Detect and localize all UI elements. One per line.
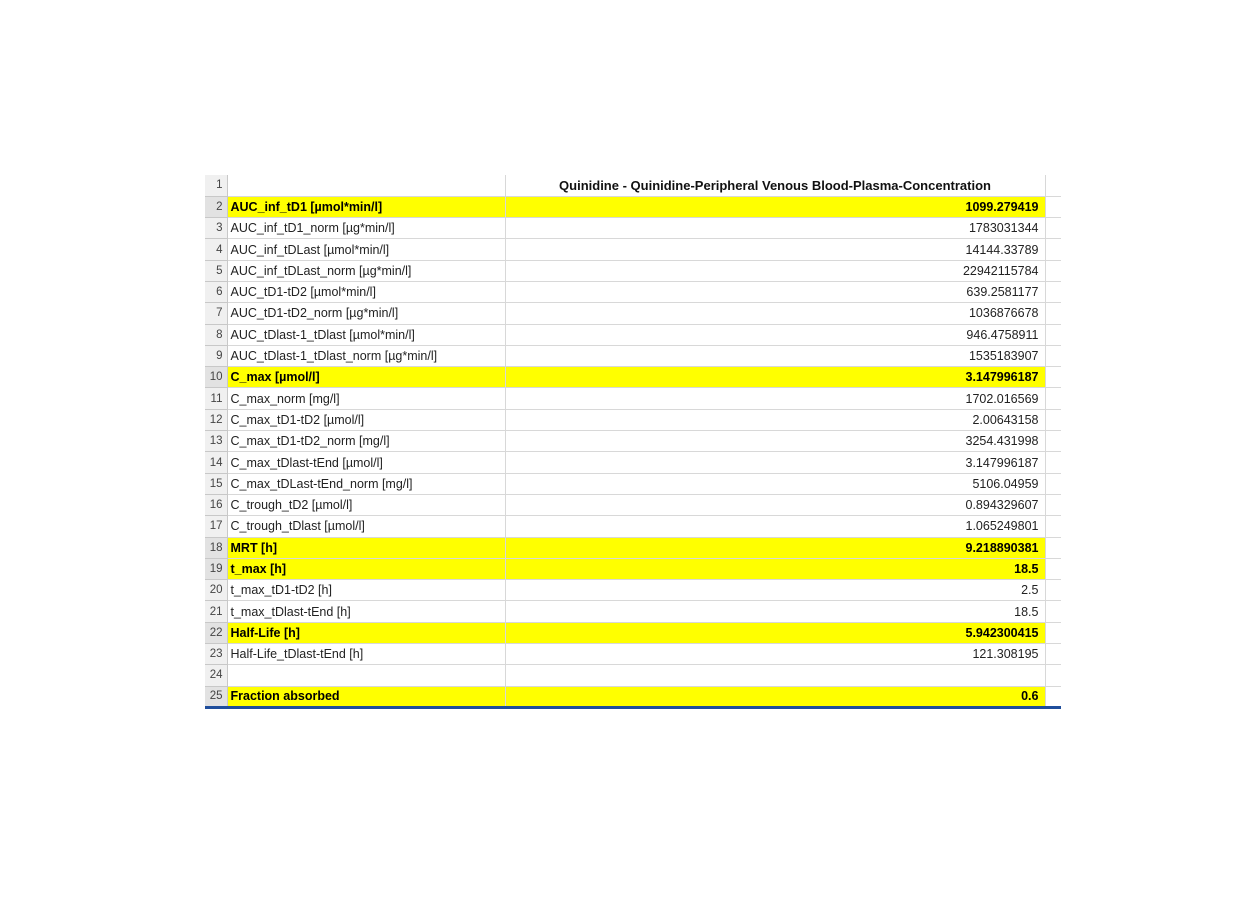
empty-cell[interactable] [1045,239,1061,260]
parameter-name-cell[interactable]: C_max_tD1-tD2_norm [mg/l] [227,431,505,452]
parameter-name-cell[interactable]: Half-Life [h] [227,622,505,643]
table-row[interactable] [205,580,1061,601]
row-header[interactable]: 5 [205,260,227,281]
table-row[interactable] [205,324,1061,345]
table-row[interactable] [205,281,1061,302]
row-header[interactable]: 19 [205,558,227,579]
empty-cell[interactable] [1045,601,1061,622]
parameter-value-cell[interactable]: 5.942300415 [505,622,1045,643]
table-row[interactable] [205,175,1061,196]
parameter-value-cell[interactable]: 639.2581177 [505,281,1045,302]
parameter-name-cell[interactable]: C_max_tDLast-tEnd_norm [mg/l] [227,473,505,494]
row-header[interactable]: 24 [205,665,227,686]
parameter-name-cell[interactable]: AUC_tDlast-1_tDlast [µmol*min/l] [227,324,505,345]
parameter-name-cell[interactable]: AUC_inf_tDLast_norm [µg*min/l] [227,260,505,281]
empty-cell[interactable] [1045,686,1061,707]
parameter-value-cell[interactable]: 1783031344 [505,218,1045,239]
row-header[interactable]: 14 [205,452,227,473]
parameter-value-cell[interactable]: 1099.279419 [505,196,1045,217]
table-row[interactable] [205,494,1061,515]
empty-cell[interactable] [1045,345,1061,366]
table-row[interactable] [205,644,1061,665]
parameter-name-cell[interactable]: MRT [h] [227,537,505,558]
parameter-value-cell[interactable]: 14144.33789 [505,239,1045,260]
table-row[interactable] [205,473,1061,494]
parameter-value-cell[interactable]: 0.6 [505,686,1045,707]
empty-cell[interactable] [1045,303,1061,324]
table-row[interactable] [205,516,1061,537]
empty-cell[interactable] [1045,580,1061,601]
empty-cell[interactable] [1045,260,1061,281]
row-header[interactable]: 4 [205,239,227,260]
parameter-value-cell[interactable]: 1702.016569 [505,388,1045,409]
parameter-name-cell[interactable]: C_max_tDlast-tEnd [µmol/l] [227,452,505,473]
empty-cell[interactable] [1045,218,1061,239]
table-row[interactable] [205,665,1061,686]
row-header[interactable]: 12 [205,409,227,430]
row-header[interactable]: 22 [205,622,227,643]
table-row[interactable] [205,367,1061,388]
row-header[interactable]: 11 [205,388,227,409]
table-row[interactable] [205,452,1061,473]
table-row[interactable] [205,601,1061,622]
table-row[interactable] [205,303,1061,324]
table-row[interactable] [205,558,1061,579]
parameter-value-cell[interactable] [505,665,1045,686]
row-header[interactable]: 21 [205,601,227,622]
parameter-name-cell[interactable]: Fraction absorbed [227,686,505,707]
empty-cell[interactable] [1045,281,1061,302]
parameter-value-cell[interactable]: 121.308195 [505,644,1045,665]
parameter-name-cell[interactable]: AUC_tDlast-1_tDlast_norm [µg*min/l] [227,345,505,366]
parameter-name-cell[interactable]: C_trough_tD2 [µmol/l] [227,494,505,515]
parameter-name-cell[interactable] [227,175,505,196]
empty-cell[interactable] [1045,558,1061,579]
table-row[interactable] [205,622,1061,643]
empty-cell[interactable] [1045,622,1061,643]
parameter-name-cell[interactable]: t_max [h] [227,558,505,579]
spreadsheet-container [205,175,1061,709]
parameter-value-cell[interactable]: 22942115784 [505,260,1045,281]
parameter-value-cell[interactable]: 5106.04959 [505,473,1045,494]
row-header[interactable]: 23 [205,644,227,665]
parameter-value-cell[interactable]: 3254.431998 [505,431,1045,452]
parameter-name-cell[interactable]: AUC_tD1-tD2 [µmol*min/l] [227,281,505,302]
row-header[interactable]: 18 [205,537,227,558]
parameter-name-cell[interactable]: AUC_tD1-tD2_norm [µg*min/l] [227,303,505,324]
parameter-value-cell[interactable]: 946.4758911 [505,324,1045,345]
row-header[interactable]: 8 [205,324,227,345]
sheet-title-cell: Quinidine - Quinidine-Peripheral Venous Blood-Plasma-Concentration [505,175,1045,196]
parameter-value-cell[interactable]: 1535183907 [505,345,1045,366]
pk-parameters-table [205,175,1061,709]
parameter-value-cell[interactable]: 18.5 [505,601,1045,622]
table-row[interactable] [205,196,1061,217]
table-row[interactable] [205,409,1061,430]
empty-cell[interactable] [1045,388,1061,409]
parameter-value-cell[interactable]: 2.00643158 [505,409,1045,430]
parameter-name-cell[interactable]: C_max [µmol/l] [227,367,505,388]
row-header[interactable]: 1 [205,175,227,196]
row-header[interactable]: 15 [205,473,227,494]
parameter-name-cell[interactable]: AUC_inf_tD1_norm [µg*min/l] [227,218,505,239]
empty-cell[interactable] [1045,537,1061,558]
row-header[interactable]: 20 [205,580,227,601]
parameter-name-cell[interactable]: C_trough_tDlast [µmol/l] [227,516,505,537]
parameter-name-cell[interactable]: AUC_inf_tDLast [µmol*min/l] [227,239,505,260]
parameter-value-cell[interactable]: 1.065249801 [505,516,1045,537]
parameter-value-cell[interactable]: 2.5 [505,580,1045,601]
empty-cell[interactable] [1045,367,1061,388]
parameter-name-cell[interactable]: Half-Life_tDlast-tEnd [h] [227,644,505,665]
row-header[interactable]: 17 [205,516,227,537]
empty-cell[interactable] [1045,665,1061,686]
table-row[interactable] [205,388,1061,409]
table-row[interactable] [205,537,1061,558]
row-header[interactable]: 10 [205,367,227,388]
table-row[interactable] [205,239,1061,260]
parameter-value-cell[interactable]: 3.147996187 [505,367,1045,388]
table-row[interactable] [205,345,1061,366]
row-header[interactable]: 9 [205,345,227,366]
table-row[interactable] [205,431,1061,452]
parameter-value-cell[interactable]: 1036876678 [505,303,1045,324]
empty-cell[interactable] [1045,494,1061,515]
parameter-name-cell[interactable]: t_max_tD1-tD2 [h] [227,580,505,601]
empty-cell[interactable] [1045,196,1061,217]
row-header[interactable]: 6 [205,281,227,302]
parameter-value-cell[interactable]: 3.147996187 [505,452,1045,473]
empty-cell[interactable] [1045,644,1061,665]
table-row[interactable] [205,218,1061,239]
parameter-value-cell[interactable]: 0.894329607 [505,494,1045,515]
parameter-name-cell[interactable] [227,665,505,686]
row-header[interactable]: 16 [205,494,227,515]
parameter-name-cell[interactable]: t_max_tDlast-tEnd [h] [227,601,505,622]
empty-cell[interactable] [1045,473,1061,494]
empty-cell[interactable] [1045,409,1061,430]
table-row[interactable] [205,260,1061,281]
parameter-name-cell[interactable]: C_max_tD1-tD2 [µmol/l] [227,409,505,430]
table-row[interactable] [205,686,1061,707]
empty-cell[interactable] [1045,324,1061,345]
row-header[interactable]: 2 [205,196,227,217]
empty-cell[interactable] [1045,175,1061,196]
parameter-name-cell[interactable]: AUC_inf_tD1 [µmol*min/l] [227,196,505,217]
row-header[interactable]: 25 [205,686,227,707]
row-header[interactable]: 13 [205,431,227,452]
empty-cell[interactable] [1045,452,1061,473]
parameter-value-cell[interactable]: 18.5 [505,558,1045,579]
empty-cell[interactable] [1045,431,1061,452]
row-header[interactable]: 7 [205,303,227,324]
empty-cell[interactable] [1045,516,1061,537]
parameter-value-cell[interactable]: 9.218890381 [505,537,1045,558]
parameter-name-cell[interactable]: C_max_norm [mg/l] [227,388,505,409]
row-header[interactable]: 3 [205,218,227,239]
